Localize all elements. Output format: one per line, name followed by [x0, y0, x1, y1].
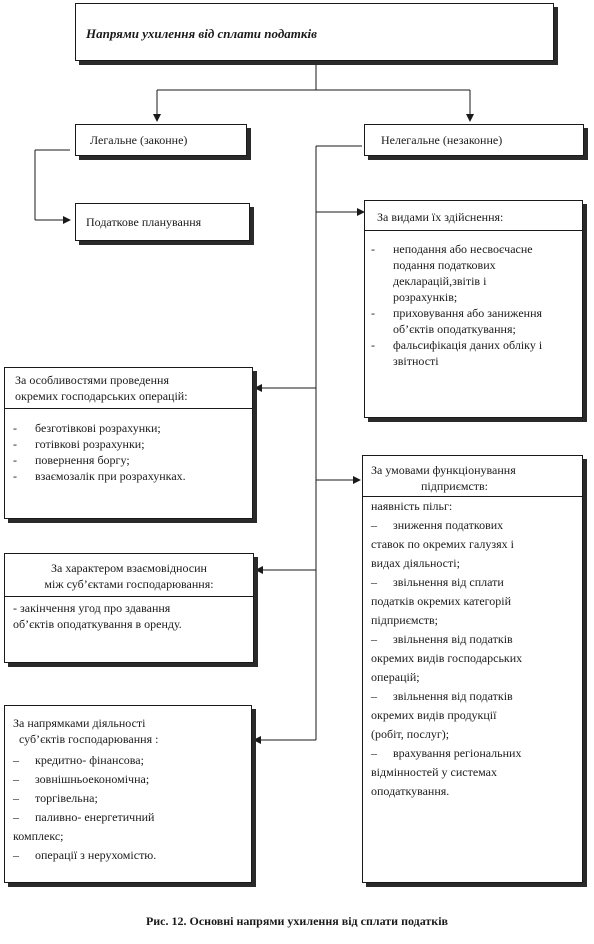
list-item: наявність пільг: — [371, 499, 453, 513]
relations-title: За характером взаємовідносин між суб’єктами господарювання: — [44, 561, 214, 591]
list-item: – зовнішньоекономічна; — [13, 772, 150, 786]
list-item: окремих видів господарських — [371, 651, 523, 665]
operations-list — [13, 420, 186, 484]
list-item: - взаємозалік при розрахунках. — [13, 469, 186, 483]
list-item: – звільнення від сплати — [371, 575, 504, 589]
relations-text: - закінчення угод про здавання об’єктів оподаткування в оренду. — [13, 601, 182, 631]
conditions-title: За умовами функціонування підприємств: — [371, 463, 516, 493]
list-item: - приховування або заниження об’єктів оподаткування; — [371, 306, 543, 336]
list-item: видах діяльності; — [371, 556, 460, 570]
operations-divider — [5, 408, 252, 409]
relations-box — [4, 553, 254, 663]
list-item: податків окремих категорій — [371, 594, 512, 608]
list-item: підприємств; — [371, 613, 439, 627]
tax-planning-box — [75, 203, 250, 241]
by-type-divider — [365, 230, 582, 231]
activity-title: За напрямками діяльності суб’єктів господарювання : — [13, 716, 159, 746]
activity-box — [4, 705, 252, 883]
list-item: – звільнення від податків — [371, 689, 513, 703]
conditions-list — [371, 497, 522, 801]
conditions-box — [362, 455, 583, 883]
list-item: оподаткування. — [371, 784, 450, 798]
list-item: - фальсифікація даних обліку і звітності — [371, 338, 543, 368]
illegal-box — [364, 124, 584, 156]
list-item: – зниження податкових — [371, 518, 504, 532]
by-type-title: За видами їх здійснення: — [377, 210, 504, 224]
list-item: – звільнення від податків — [371, 632, 513, 646]
list-item: операцій; — [371, 670, 420, 684]
list-item: – торгівельна; — [13, 791, 98, 805]
root-title: Напрями ухилення від сплати податків — [86, 26, 317, 41]
list-item: відмінностей у системах — [371, 765, 497, 779]
activity-list — [13, 751, 156, 865]
root-box — [75, 3, 554, 61]
list-item: - неподання або несвоєчасне подання податкових декларацій,звітів і розрахунків; — [371, 242, 533, 304]
list-item: – операції з нерухомістю. — [13, 848, 157, 862]
illegal-title: Нелегальне (незаконне) — [381, 133, 503, 147]
figure-caption: Рис. 12. Основні напрями ухилення від сплати податків — [145, 914, 449, 928]
list-item: - повернення боргу; — [13, 453, 130, 467]
tax-planning-label: Податкове планування — [86, 215, 202, 229]
by-type-box — [364, 200, 583, 418]
list-item: ставок по окремих галузях і — [371, 537, 514, 551]
list-item: – врахування регіональних — [371, 746, 522, 760]
list-item: комплекс; — [13, 829, 64, 843]
list-item: - безготівкові розрахунки; — [13, 421, 161, 435]
relations-divider — [5, 596, 253, 597]
list-item: – паливно- енергетичний — [13, 810, 155, 824]
legal-title: Легальне (законне) — [90, 133, 188, 147]
list-item: – кредитно- фінансова; — [13, 753, 144, 767]
operations-box — [4, 367, 253, 519]
list-item: окремих видів продукції — [371, 708, 497, 722]
legal-box — [75, 124, 247, 156]
list-item: - готівкові розрахунки; — [13, 437, 145, 451]
list-item: (робіт, послуг); — [371, 727, 450, 741]
operations-title: За особливостями проведення окремих господарських операцій: — [15, 373, 188, 403]
by-type-list — [371, 241, 542, 369]
